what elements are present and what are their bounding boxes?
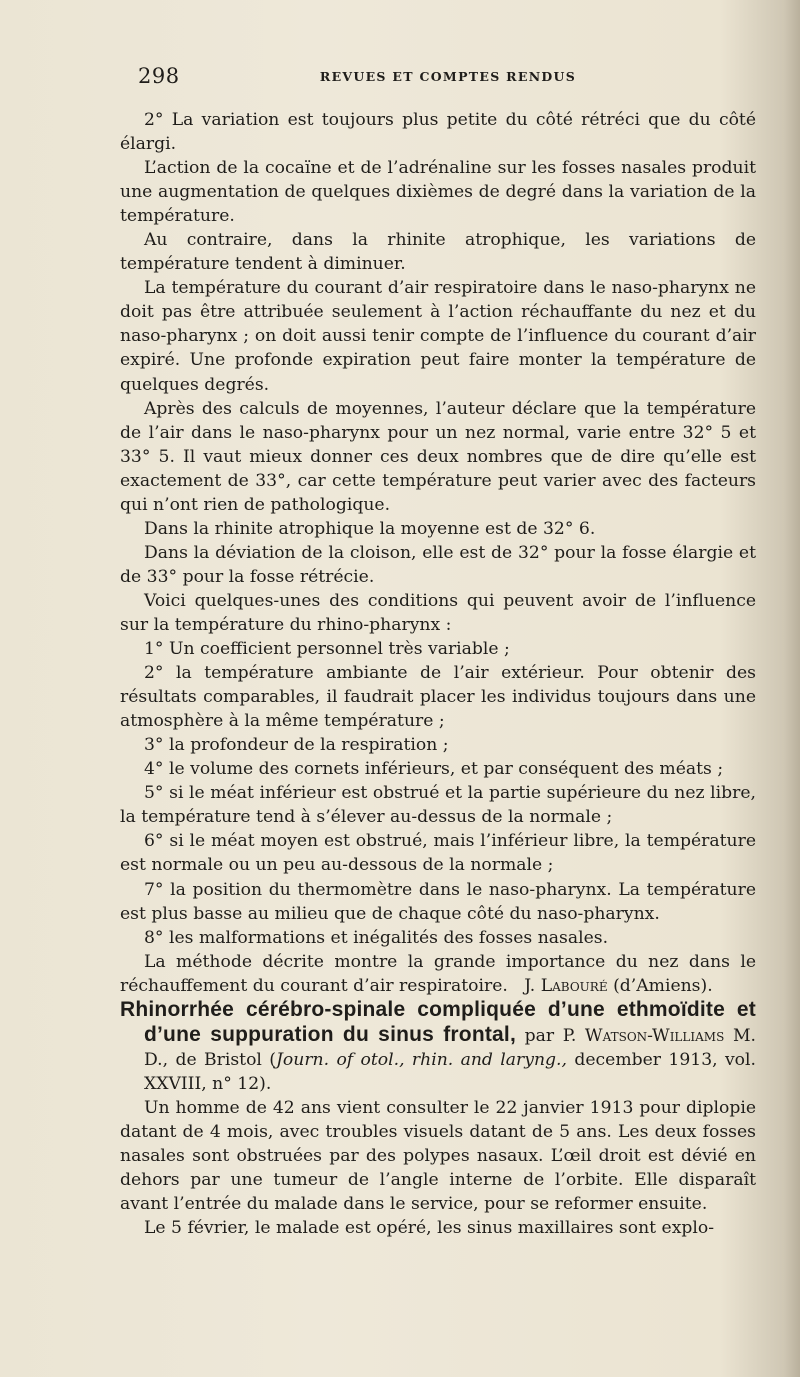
reviewer-name: J. Labouré [524,975,608,996]
closing-text: La méthode décrite montre la grande importance du nez dans le réchauffement du courant d’air respiratoire. [120,951,756,996]
article-author: Watson-Williams [584,1025,725,1046]
article-author-rest: M. D., de Bristol ( [144,1025,756,1070]
reviewer-place: (d’Amiens). [613,975,713,996]
running-head: REVUES ET COMPTES RENDUS [319,69,577,84]
paragraph: Voici quelques-unes des conditions qui peuvent avoir de l’influence sur la température du rhino-pharynx : [120,590,756,635]
closing-paragraph [120,950,756,998]
list-item: 2° la température ambiante de l’air extérieur. Pour obtenir des résultats comparables, il faudrait placer les individus toujours dans une atmosphère à la même température ; [120,663,756,732]
body-text [120,108,756,1240]
list-item: 1° Un coefficient personnel très variable ; [144,639,510,660]
list-item: 3° la profondeur de la respiration ; [144,735,449,756]
list-item: 8° les malformations et inégalités des fosses nasales. [144,927,609,948]
article-heading [120,998,756,1096]
paragraph: La température du courant d’air respiratoire dans le naso-pharynx ne doit pas être attribuée seulement à l’action réchauffante du nez et du naso-pharynx ; on doit aussi tenir compte de l’influence du courant d’air expiré. Une profonde expiration peut faire monter la température de quelques degrés. [120,278,756,395]
paragraph: 2° La variation est toujours plus petite du côté rétréci que du côté élargi. [120,110,756,155]
list-item: 5° si le méat inférieur est obstrué et la partie supérieure du nez libre, la température tend à s’élever au-dessus de la normale ; [120,783,756,828]
paragraph: Dans la rhinite atrophique la moyenne est de 32° 6. [144,518,596,539]
page-number: 298 [138,64,180,88]
journal-name: Journ. of otol., rhin. and laryng., [276,1049,567,1070]
paragraph: Le 5 février, le malade est opéré, les sinus maxillaires sont explo- [144,1218,715,1239]
paragraph: L’action de la cocaïne et de l’adrénaline sur les fosses nasales produit une augmentation de quelques dixièmes de degré dans la variation de la température. [120,158,756,227]
citation-end: december 1913, vol. XXVIII, n° 12). [144,1049,756,1094]
paragraph: Après des calculs de moyennes, l’auteur déclare que la température de l’air dans le naso-pharynx pour un nez normal, varie entre 32° 5 et 33° 5. Il vaut mieux donner ces deux nombres que de dire qu’elle est exactement de 33°, car cette température peut varier avec des facteurs qui n’ont rien de pathologique. [120,398,756,515]
paragraph: Dans la déviation de la cloison, elle est de 32° pour la fosse élargie et de 33° pour la fosse rétrécie. [120,542,756,587]
list-item: 7° la position du thermomètre dans le naso-pharynx. La température est plus basse au milieu que de chaque côté du naso-pharynx. [120,879,756,924]
page-header [138,64,758,94]
list-item: 4° le volume des cornets inférieurs, et par conséquent des méats ; [144,759,724,780]
paragraph: Un homme de 42 ans vient consulter le 22 janvier 1913 pour diplopie datant de 4 mois, avec troubles visuels datant de 5 ans. Les deux fosses nasales sont obstruées par des polypes nasaux. L’œil droit est dévié en dehors par une tumeur de l’angle interne de l’orbite. Elle disparaît avant l’entrée du malade dans le service, pour se reformer ensuite. [120,1097,756,1215]
paragraph: Au contraire, dans la rhinite atrophique, les variations de température tendent à diminuer. [120,230,756,275]
article-title: Rhinorrhée cérébro-spinale compliquée d’une ethmoïdite et d’une suppuration du sinus frontal, [120,997,756,1046]
list-item: 6° si le méat moyen est obstrué, mais l’inférieur libre, la température est normale ou un peu au-dessous de la normale ; [120,831,756,876]
article-by: par P. [524,1025,577,1046]
